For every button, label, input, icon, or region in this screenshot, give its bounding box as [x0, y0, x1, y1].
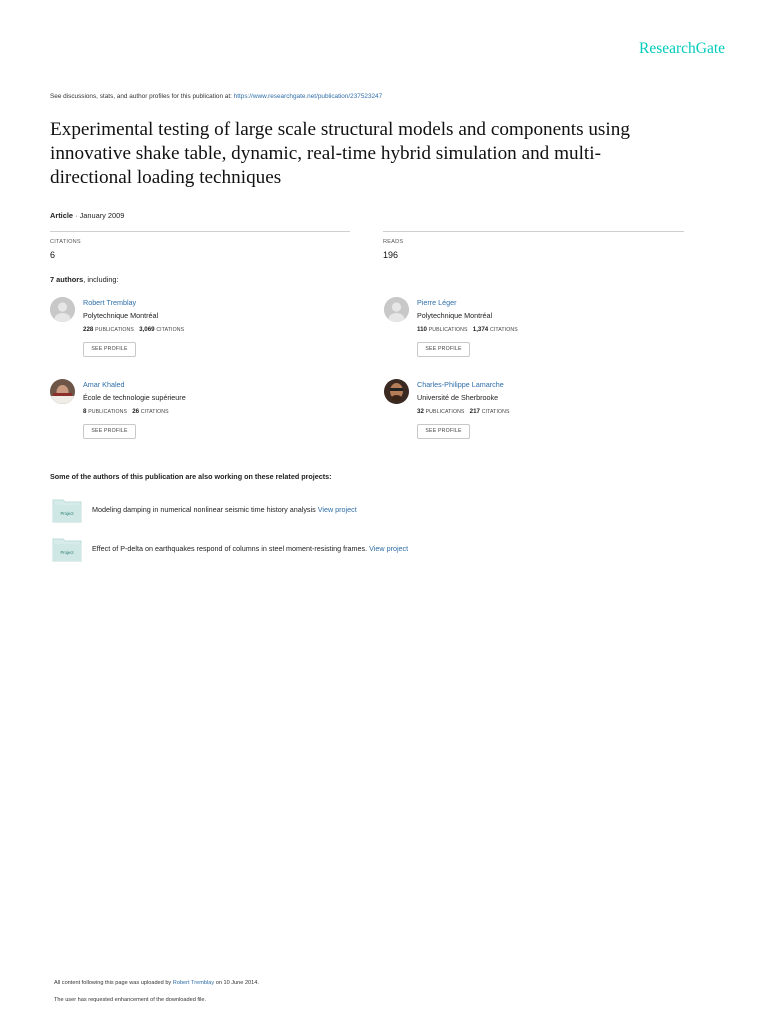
author-photo-icon[interactable]	[384, 379, 409, 404]
discussion-prefix: See discussions, stats, and author profiles for this publication at:	[50, 93, 234, 100]
project-title: Modeling damping in numerical nonlinear seismic time history analysis	[92, 505, 318, 514]
citations-value: 6	[50, 250, 56, 260]
related-project-item	[50, 536, 710, 562]
discussion-notice	[50, 93, 382, 100]
citations-label: CITATIONS	[156, 327, 185, 333]
publications-count: 110	[417, 326, 427, 333]
author-name-link[interactable]: Amar Khaled	[83, 380, 125, 389]
author-card	[50, 379, 350, 449]
publication-title	[50, 118, 710, 190]
citations-count: 3,069	[139, 326, 155, 333]
divider-left	[50, 231, 350, 232]
project-text	[92, 544, 408, 553]
project-folder-label: Project	[60, 511, 74, 516]
author-institution: Polytechnique Montréal	[83, 311, 159, 320]
see-profile-button[interactable]: SEE PROFILE	[83, 424, 136, 439]
citations-count: 217	[469, 408, 480, 415]
author-photo-icon[interactable]	[50, 379, 75, 404]
citations-label: CITATIONS	[140, 409, 169, 415]
upload-suffix: on 10 June 2014.	[214, 980, 259, 986]
publications-label: PUBLICATIONS	[428, 327, 468, 333]
title-line: directional loading techniques	[50, 167, 282, 188]
reads-value: 196	[383, 250, 399, 260]
author-card	[384, 297, 684, 367]
publications-count: 228	[83, 326, 94, 333]
author-stats	[83, 326, 184, 333]
divider-right	[383, 231, 684, 232]
author-card	[384, 379, 684, 449]
project-title: Effect of P-delta on earthquakes respond of columns in steel moment-resisting frames.	[92, 544, 370, 553]
researchgate-logo[interactable]: ResearchGate	[639, 40, 726, 57]
related-projects-heading: Some of the authors of this publication are also working on these related projects:	[50, 472, 332, 481]
authors-count: 7 authors	[50, 275, 84, 284]
avatar-placeholder-icon[interactable]	[50, 297, 75, 322]
view-project-link[interactable]: View project	[317, 505, 357, 514]
see-profile-button[interactable]: SEE PROFILE	[83, 342, 136, 357]
author-card	[50, 297, 350, 367]
project-folder-icon[interactable]	[52, 497, 82, 523]
citations-count: 26	[132, 408, 140, 415]
avatar-placeholder-icon[interactable]	[384, 297, 409, 322]
publications-label: PUBLICATIONS	[88, 409, 128, 415]
author-stats	[417, 408, 510, 415]
title-line: Experimental testing of large scale structural models and components using	[50, 119, 630, 140]
authors-heading	[50, 275, 119, 284]
author-institution: École de technologie supérieure	[83, 393, 186, 402]
upload-notice	[54, 980, 259, 986]
enhancement-notice: The user has requested enhancement of the downloaded file.	[54, 997, 207, 1003]
reads-label: READS	[383, 239, 404, 245]
citations-label: CITATIONS	[50, 239, 81, 245]
publication-meta	[50, 211, 124, 220]
view-project-link[interactable]: View project	[369, 544, 409, 553]
author-name-link[interactable]: Pierre Léger	[417, 298, 457, 307]
publications-count: 32	[417, 408, 424, 415]
publication-url-link[interactable]: https://www.researchgate.net/publication/237523247	[233, 93, 383, 100]
citations-count: 1,374	[472, 326, 489, 333]
uploader-link[interactable]: Robert Tremblay	[172, 980, 215, 986]
author-institution: Université de Sherbrooke	[417, 393, 499, 402]
see-profile-button[interactable]: SEE PROFILE	[417, 424, 470, 439]
project-folder-icon[interactable]	[52, 536, 82, 562]
title-line: innovative shake table, dynamic, real-time hybrid simulation and multi-	[50, 143, 601, 164]
upload-prefix: All content following this page was uploaded by	[54, 980, 173, 986]
author-name-link[interactable]: Robert Tremblay	[83, 298, 137, 307]
publication-type: Article	[50, 211, 74, 220]
author-institution: Polytechnique Montréal	[417, 311, 493, 320]
citations-label: CITATIONS	[481, 409, 510, 415]
author-stats	[417, 326, 518, 333]
publications-label: PUBLICATIONS	[425, 409, 465, 415]
author-stats	[83, 408, 169, 415]
project-folder-label: Project	[60, 550, 74, 555]
publication-date: · January 2009	[73, 211, 125, 220]
authors-suffix: , including:	[83, 275, 119, 284]
citations-label: CITATIONS	[489, 327, 518, 333]
publications-label: PUBLICATIONS	[95, 327, 134, 333]
related-project-item	[50, 497, 710, 523]
author-name-link[interactable]: Charles-Philippe Lamarche	[417, 380, 504, 389]
publications-count: 8	[83, 408, 87, 415]
see-profile-button[interactable]: SEE PROFILE	[417, 342, 470, 357]
project-text	[92, 505, 357, 514]
